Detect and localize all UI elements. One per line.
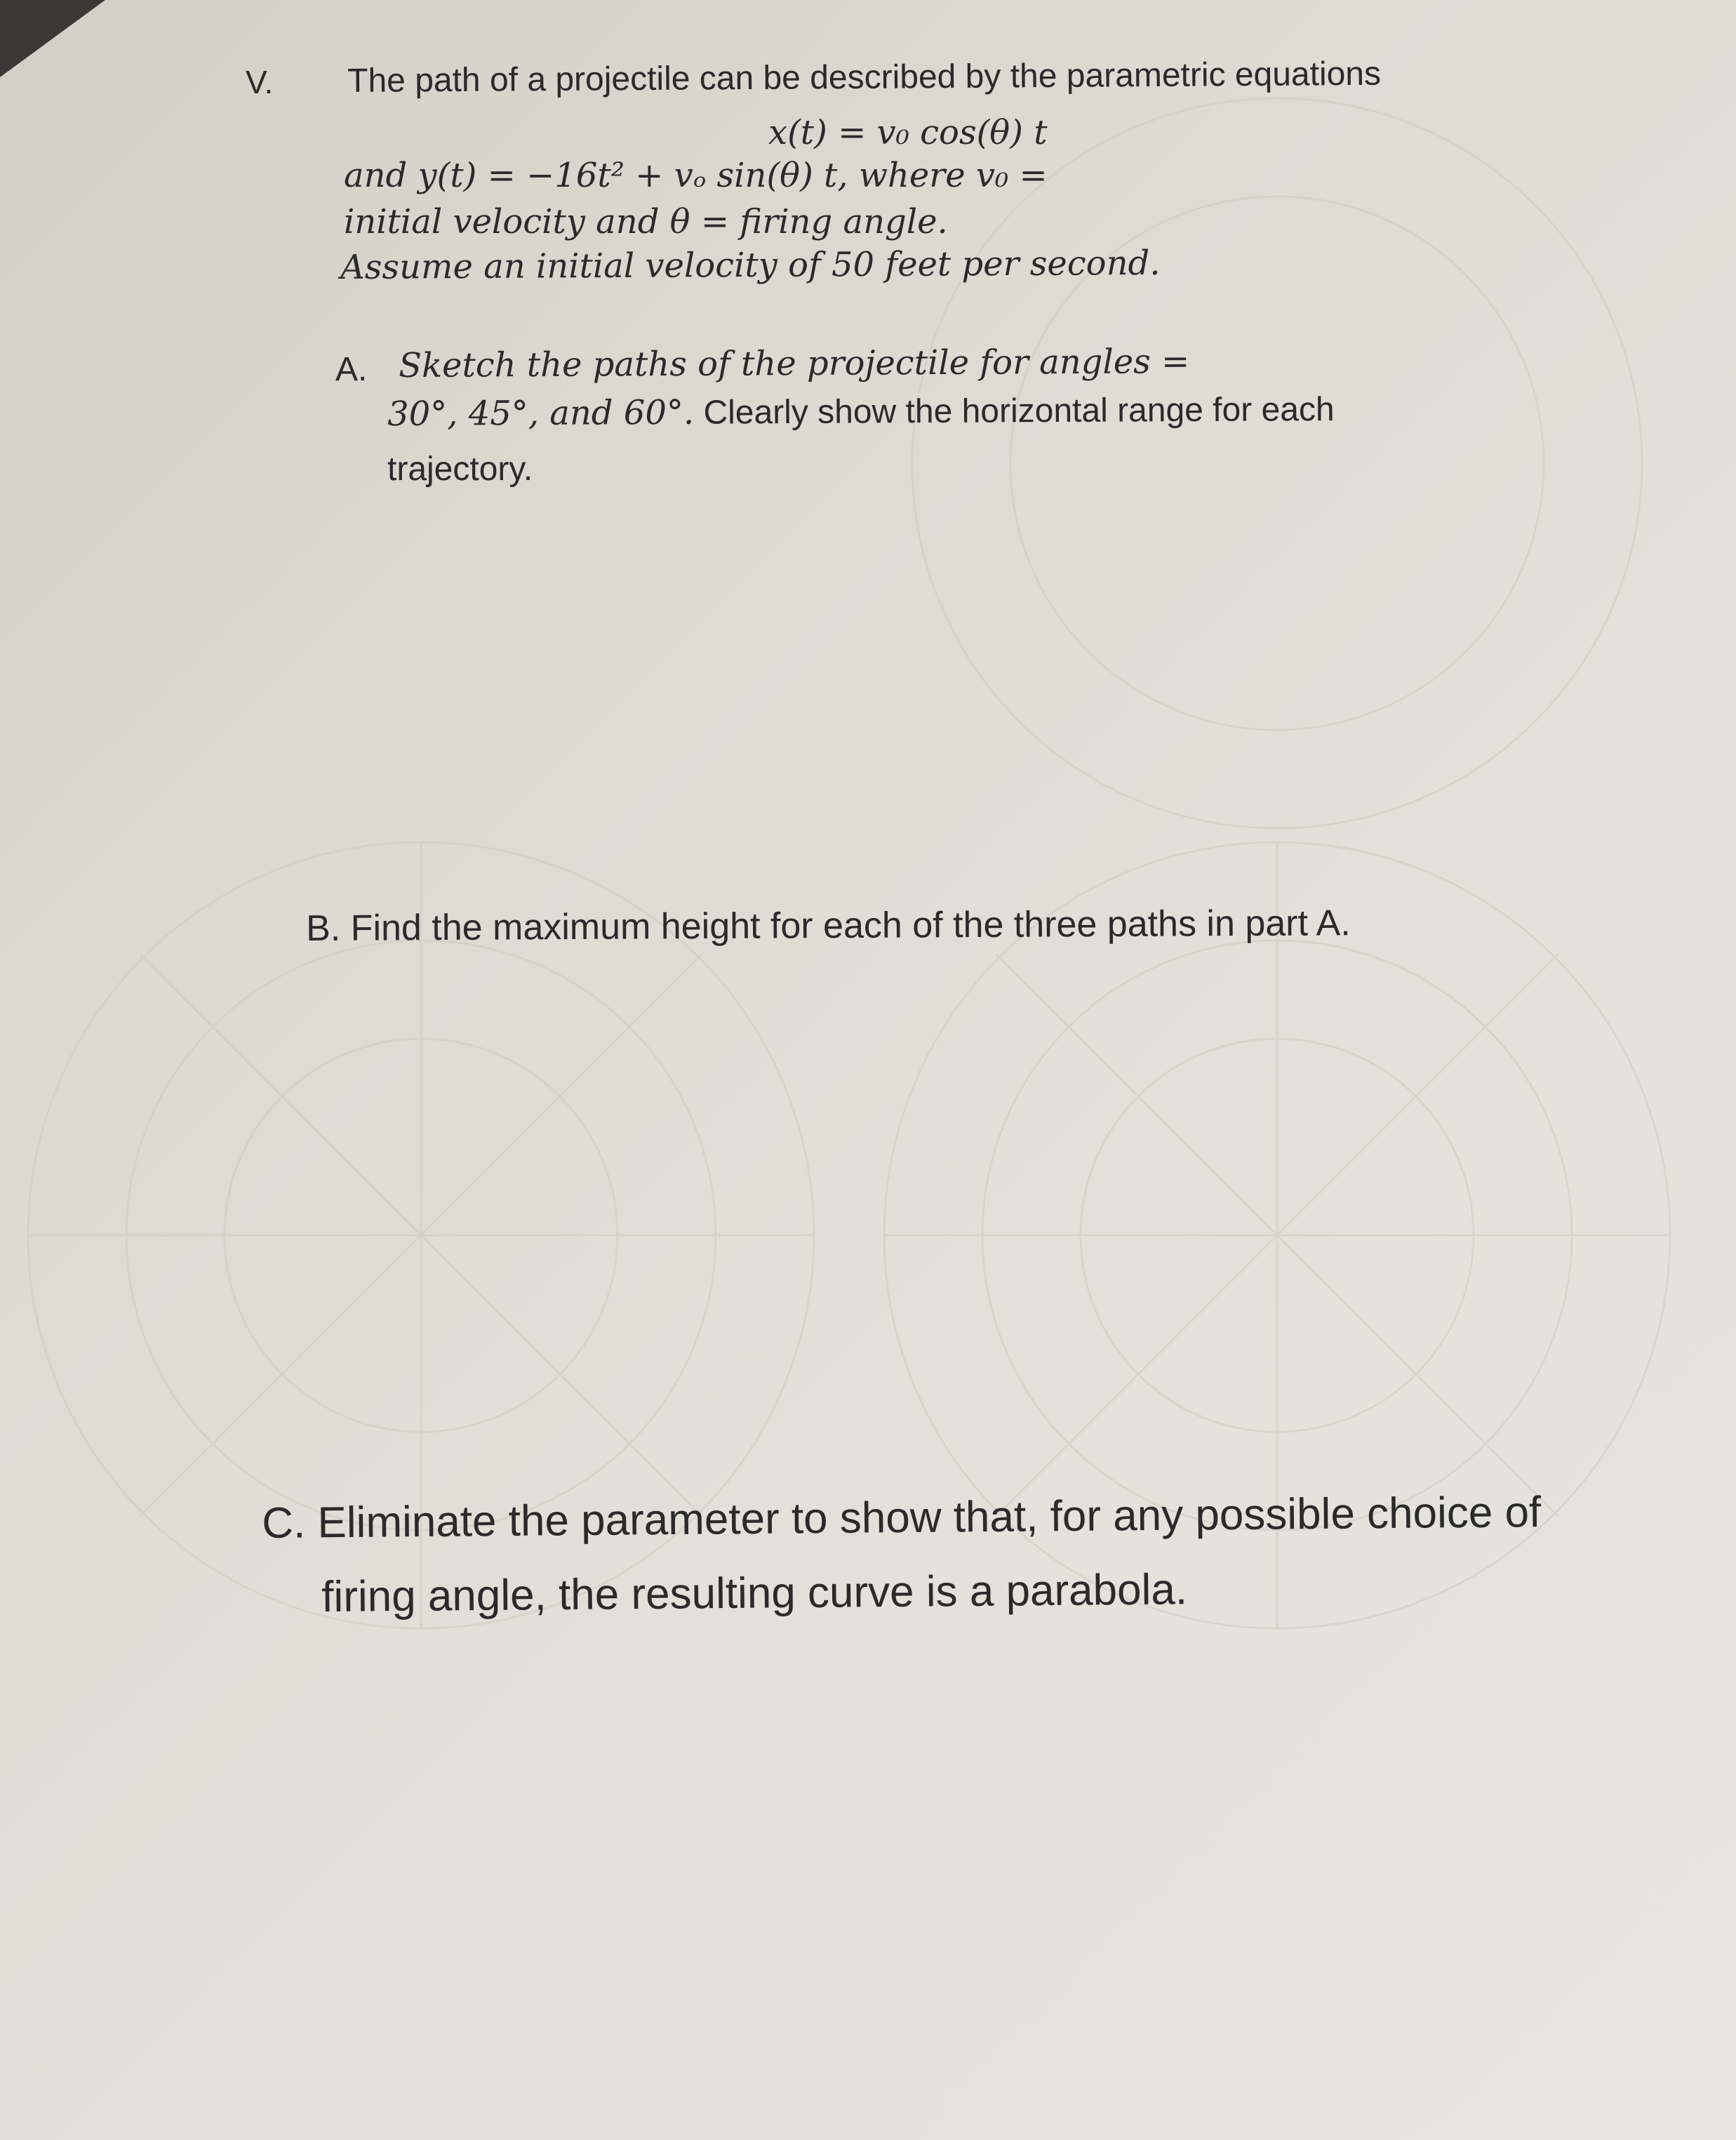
assumption-line: Assume an initial velocity of 50 feet per second. <box>340 243 1161 287</box>
equation-y: and y(t) = −16t² + vₒ sin(θ) t, where v₀ = <box>344 156 1048 195</box>
part-a-line-1: Sketch the paths of the projectile for angles = <box>398 342 1190 385</box>
equation-definitions: initial velocity and θ = firing angle. <box>344 202 948 241</box>
part-a-label: A. <box>335 351 368 388</box>
part-b-text: B. Find the maximum height for each of the three paths in part A. <box>305 903 1351 949</box>
part-a-line-2-text: Clearly show the horizontal range for each <box>694 390 1335 432</box>
part-c-line-1: C. Eliminate the parameter to show that, for any possible choice of <box>261 1488 1542 1548</box>
part-a-line-3: trajectory. <box>387 451 533 488</box>
equation-x: x(t) = v₀ cos(θ) t <box>768 113 1048 152</box>
question-number: V. <box>246 64 274 100</box>
part-c-line-2: firing angle, the resulting curve is a parabola. <box>321 1565 1188 1621</box>
part-a-angles: 30°, 45°, and 60°. <box>387 392 695 434</box>
intro-line: The path of a projectile can be described by the parametric equations <box>347 55 1382 100</box>
part-a-line-2 <box>387 392 1335 432</box>
